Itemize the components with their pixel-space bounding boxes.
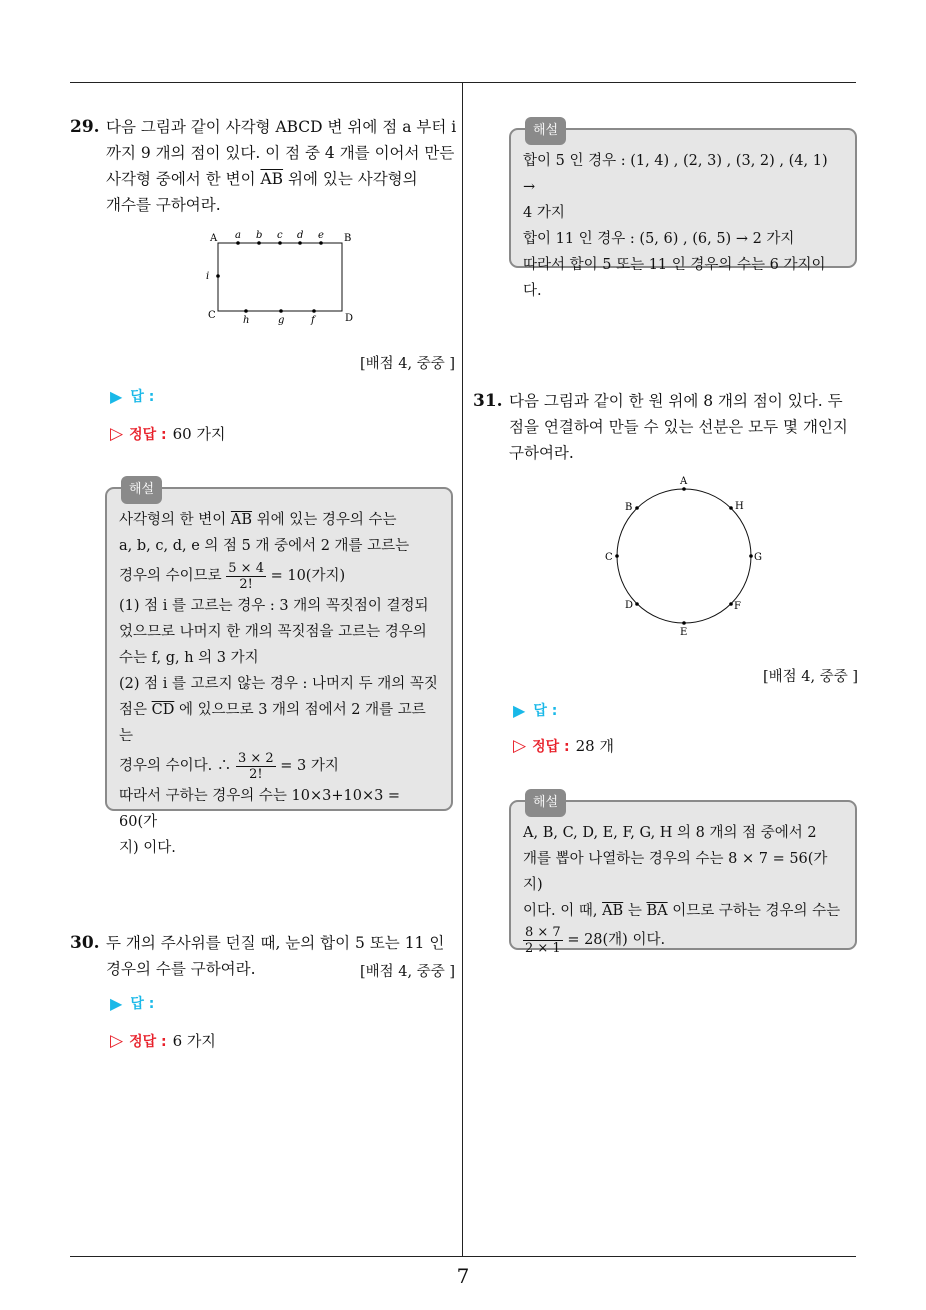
point-c-label: c bbox=[277, 230, 283, 241]
score-label: [배점 4, 중중 ] bbox=[359, 964, 455, 980]
point-b-label: b bbox=[256, 230, 263, 241]
question-number: 29. bbox=[70, 117, 100, 137]
explain-line: 개를 뽑아 나열하는 경우의 수는 8 × 7 = 56(가지) bbox=[523, 851, 828, 893]
answer-label: 답 : bbox=[130, 996, 155, 1012]
point-E bbox=[682, 621, 686, 625]
triangle-outline-icon: ▷ bbox=[110, 1030, 124, 1051]
explain-line: A, B, C, D, E, F, G, H 의 8 개의 점 중에서 2 bbox=[523, 825, 817, 841]
question-text: 다음 그림과 같이 사각형 ABCD 변 위에 점 a 부터 i 까지 9 개의 점이 있다. 이 점 중 4 개를 이어서 만든 사각형 중에서 한 변이 $\overline{AB}$ 위에 있는 사각형의 개수를 구하여라. bbox=[106, 114, 460, 218]
point-H bbox=[729, 506, 733, 510]
correct-value: 28 개 bbox=[575, 737, 614, 755]
bottom-rule bbox=[70, 1256, 856, 1257]
explain-line: (2) 점 i 를 고르지 않는 경우 : 나머지 두 개의 꼭짓 bbox=[119, 676, 438, 692]
question-text: 두 개의 주사위를 던질 때, 눈의 합이 5 또는 11 인 경우의 수를 구하여라. bbox=[106, 934, 445, 978]
answer-label: 답 : bbox=[130, 389, 155, 405]
explain-line: 4 가지 bbox=[523, 205, 565, 221]
explain-line: (1) 점 i 를 고르는 경우 : 3 개의 꼭짓점이 결정되 bbox=[119, 598, 429, 614]
explain-line: 따라서 구하는 경우의 수는 10×3+10×3 = 60(가 bbox=[119, 788, 401, 830]
point-i bbox=[216, 274, 220, 278]
explain-line: 사각형의 한 변이 $\overline{AB}$ 위에 있는 경우의 수는 bbox=[119, 512, 397, 528]
corner-b-label: B bbox=[344, 233, 352, 244]
explain-line: 점은 $\overline{CD}$ 에 있으므로 3 개의 점에서 2 개를 고르는 bbox=[119, 702, 426, 744]
point-e-label: e bbox=[318, 230, 324, 241]
top-rule bbox=[70, 82, 856, 83]
point-h-label: h bbox=[243, 315, 250, 326]
point-F-label: F bbox=[734, 601, 741, 612]
point-h bbox=[244, 309, 248, 313]
correct-answer-row bbox=[110, 1030, 216, 1051]
answer-row bbox=[110, 993, 154, 1013]
correct-label: 정답 : bbox=[532, 738, 570, 755]
explain-line: 이다. 이 때, $\overline{AB}$ 는 $\overline{BA}$ 이므로 구하는 경우의 수는 bbox=[523, 903, 841, 919]
score-label: [배점 4, 중중 ] bbox=[762, 669, 858, 685]
explain-line: $\frac{8 \times 7}{2 \times 1}$ = 28(개) 이다. bbox=[525, 924, 666, 956]
triangle-outline-icon: ▷ bbox=[513, 735, 527, 756]
point-A-label: A bbox=[680, 476, 688, 487]
corner-d-label: D bbox=[345, 313, 354, 324]
point-A bbox=[682, 487, 686, 491]
point-a-label: a bbox=[235, 230, 241, 241]
point-f-label: f bbox=[311, 315, 315, 326]
explain-line: 경우의 수이므로 $\frac{5 \times 4}{2!}$ = 10(가지) bbox=[119, 560, 346, 592]
point-b bbox=[257, 241, 261, 245]
point-f bbox=[312, 309, 316, 313]
point-a bbox=[236, 241, 240, 245]
circle-figure bbox=[600, 474, 770, 640]
question-number: 30. bbox=[70, 933, 100, 953]
page-number: 7 bbox=[456, 1264, 470, 1288]
correct-answer-row bbox=[513, 735, 614, 756]
correct-value: 6 가지 bbox=[172, 1032, 216, 1050]
explain-line: 수는 f, g, h 의 3 가지 bbox=[119, 650, 259, 666]
fraction: $\frac{5 \times 4}{2!}$ bbox=[228, 560, 264, 592]
answer-label: 답 : bbox=[533, 703, 558, 719]
score-label: [배점 4, 중중 ] bbox=[359, 356, 455, 372]
question-number: 31. bbox=[473, 391, 503, 411]
point-i-label: i bbox=[206, 271, 210, 282]
fraction: $\frac{8 \times 7}{2 \times 1}$ bbox=[525, 924, 561, 956]
play-icon: ▶ bbox=[513, 700, 526, 720]
rectangle-figure bbox=[200, 226, 360, 326]
question-text: 다음 그림과 같이 한 원 위에 8 개의 점이 있다. 두 점을 연결하여 만들 수 있는 선분은 모두 몇 개인지 구하여라. bbox=[509, 392, 848, 462]
point-E-label: E bbox=[680, 627, 688, 638]
point-C bbox=[615, 554, 619, 558]
explanation-tag: 해설 bbox=[121, 476, 162, 504]
point-d-label: d bbox=[297, 230, 304, 241]
correct-value: 60 가지 bbox=[172, 425, 226, 443]
explain-line: 경우의 수이다. ∴ $\frac{3 \times 2}{2!}$ = 3 가지 bbox=[119, 750, 339, 782]
explanation-box-31 bbox=[509, 795, 857, 956]
point-c bbox=[278, 241, 282, 245]
play-icon: ▶ bbox=[110, 386, 123, 406]
question-line-ab: 사각형 중에서 한 변이 $\overline{AB}$ 위에 있는 사각형의 bbox=[106, 170, 418, 188]
point-D bbox=[635, 602, 639, 606]
explanation-box-30 bbox=[509, 123, 857, 299]
point-F bbox=[729, 602, 733, 606]
explanation-box-29 bbox=[105, 482, 453, 856]
explain-line: 합이 5 인 경우 : (1, 4) , (2, 3) , (3, 2) , (4, 1) → bbox=[523, 153, 828, 195]
point-g bbox=[279, 309, 283, 313]
question-29 bbox=[70, 114, 460, 218]
point-H-label: H bbox=[735, 501, 744, 512]
explanation-tag: 해설 bbox=[525, 117, 566, 145]
correct-label: 정답 : bbox=[129, 426, 167, 443]
column-divider bbox=[462, 83, 463, 1257]
corner-c-label: C bbox=[208, 310, 216, 321]
point-e bbox=[319, 241, 323, 245]
point-C-label: C bbox=[605, 552, 613, 563]
corner-a-label: A bbox=[210, 233, 218, 244]
explain-line: 합이 11 인 경우 : (5, 6) , (6, 5) → 2 가지 bbox=[523, 231, 795, 247]
point-G-label: G bbox=[754, 552, 762, 563]
explain-line: 지) 이다. bbox=[119, 840, 176, 856]
point-D-label: D bbox=[625, 600, 634, 611]
question-31 bbox=[473, 388, 863, 466]
answer-row bbox=[110, 386, 154, 406]
point-d bbox=[298, 241, 302, 245]
fraction: $\frac{3 \times 2}{2!}$ bbox=[237, 750, 274, 782]
correct-answer-row bbox=[110, 423, 225, 444]
point-B bbox=[635, 506, 639, 510]
answer-row bbox=[513, 700, 557, 720]
point-g-label: g bbox=[278, 315, 285, 326]
explain-line: a, b, c, d, e 의 점 5 개 중에서 2 개를 고르는 bbox=[119, 538, 410, 554]
triangle-outline-icon: ▷ bbox=[110, 423, 124, 444]
point-G bbox=[749, 554, 753, 558]
explain-line: 따라서 합이 5 또는 11 인 경우의 수는 6 가지이다. bbox=[523, 257, 826, 299]
play-icon: ▶ bbox=[110, 993, 123, 1013]
explanation-tag: 해설 bbox=[525, 789, 566, 817]
correct-label: 정답 : bbox=[129, 1033, 167, 1050]
point-B-label: B bbox=[625, 502, 633, 513]
explain-line: 었으므로 나머지 한 개의 꼭짓점을 고르는 경우의 bbox=[119, 624, 427, 640]
